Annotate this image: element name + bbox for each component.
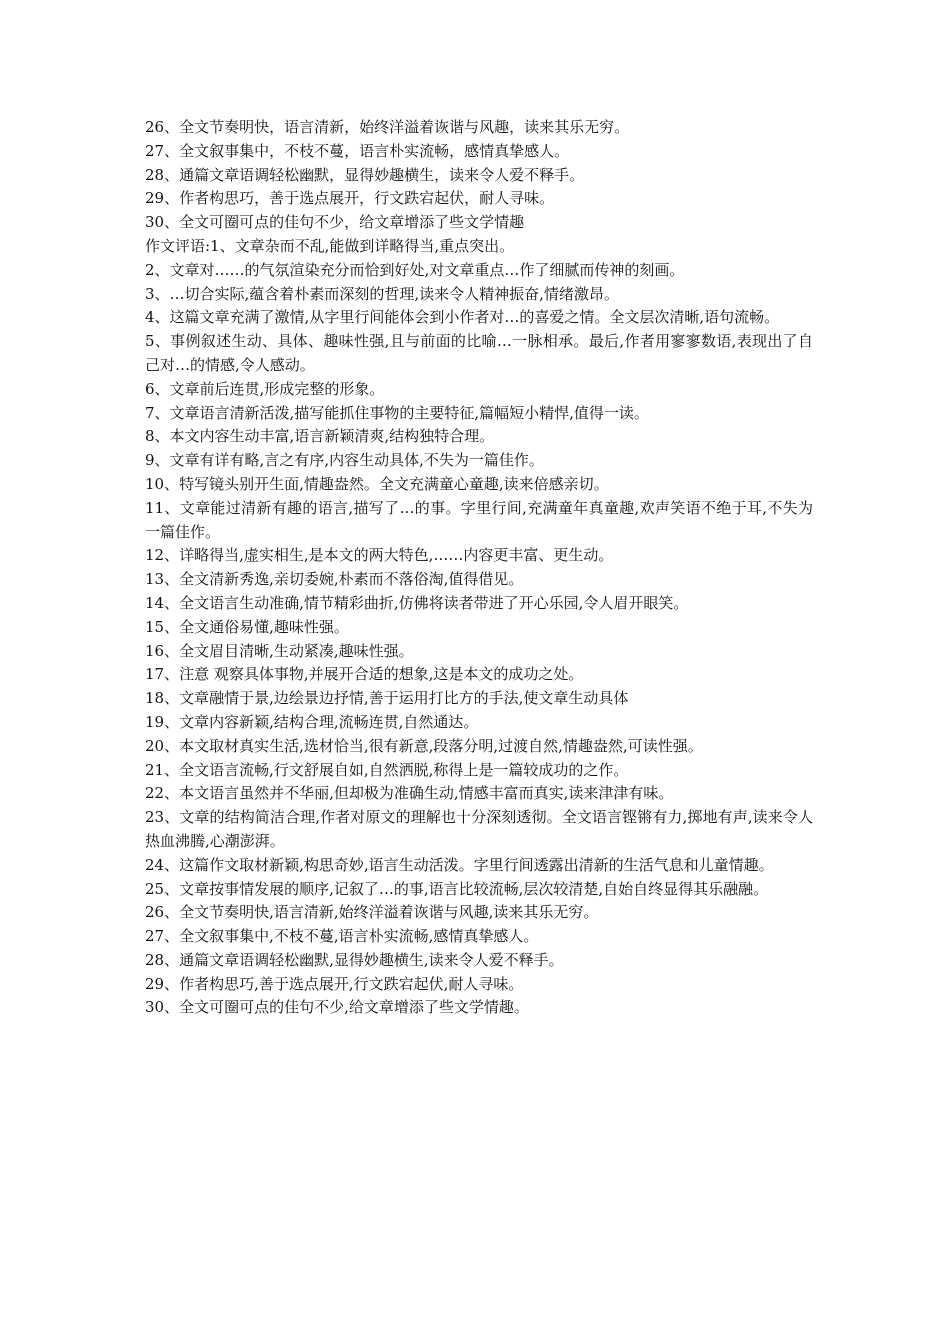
comment-line: 8、本文内容生动丰富,语言新颖清爽,结构独特合理。 bbox=[145, 427, 495, 446]
comment-line: 23、文章的结构简洁合理,作者对原文的理解也十分深刻透彻。全文语言铿锵有力,掷地有声,读来令人热血沸腾,心潮澎湃。 bbox=[145, 808, 813, 850]
comment-line: 17、注意 观察具体事物,并展开合适的想象,这是本文的成功之处。 bbox=[145, 665, 584, 684]
comment-line: 19、文章内容新颖,结构合理,流畅连贯,自然通达。 bbox=[145, 712, 479, 731]
comment-line: 26、全文节奏明快,语言清新,始终洋溢着诙谐与风趣,读来其乐无穷。 bbox=[145, 903, 599, 922]
comment-line: 18、文章融情于景,边绘景边抒情,善于运用打比方的手法,使文章生动具体 bbox=[145, 689, 629, 708]
comment-line: 28、通篇文章语调轻松幽默,显得妙趣横生,读来令人爱不释手。 bbox=[145, 950, 564, 969]
comment-line: 24、这篇作文取材新颖,构思奇妙,语言生动活泼。字里行间透露出清新的生活气息和儿童情趣。 bbox=[145, 855, 774, 874]
comment-line: 2、文章对……的气氛渲染充分而恰到好处,对文章重点…作了细腻而传神的刻画。 bbox=[145, 260, 685, 279]
comment-line: 26、全文节奏明快，语言清新，始终洋溢着诙谐与风趣，读来其乐无穷。 bbox=[145, 118, 630, 136]
comment-line: 10、特写镜头别开生面,情趣盎然。全文充满童心童趣,读来倍感亲切。 bbox=[145, 474, 609, 493]
comment-line: 30、全文可圈可点的佳句不少，给文章增添了些文学情趣 bbox=[145, 213, 525, 232]
comment-line: 27、全文叙事集中，不枝不蔓，语言朴实流畅，感情真挚感人。 bbox=[145, 141, 570, 160]
comment-line: 16、全文眉目清晰,生动紧凑,趣味性强。 bbox=[145, 641, 414, 660]
comment-line: 29、作者构思巧,善于选点展开,行文跌宕起伏,耐人寻味。 bbox=[145, 974, 524, 993]
comment-line: 5、事例叙述生动、具体、趣味性强,且与前面的比喻…一脉相承。最后,作者用寥寥数语,表现出了自己对…的情感,令人感动。 bbox=[145, 332, 813, 374]
comment-line: 25、文章按事情发展的顺序,记叙了…的事,语言比较流畅,层次较清楚,自始自终显得其乐融融。 bbox=[145, 879, 769, 898]
comment-line: 11、文章能过清新有趣的语言,描写了…的事。字里行间,充满童年真童趣,欢声笑语不绝于耳,不失为一篇佳作。 bbox=[145, 498, 813, 541]
comment-line: 9、文章有详有略,言之有序,内容生动具体,不失为一篇佳作。 bbox=[145, 451, 544, 470]
comment-line: 29、作者构思巧，善于选点展开，行文跌宕起伏，耐人寻味。 bbox=[145, 189, 555, 208]
comment-line: 13、全文清新秀逸,亲切委婉,朴素而不落俗淘,值得借见。 bbox=[145, 570, 524, 589]
comment-line: 27、全文叙事集中,不枝不蔓,语言朴实流畅,感情真挚感人。 bbox=[145, 927, 539, 946]
comment-line: 12、详略得当,虚实相生,是本文的两大特色,……内容更丰富、更生动。 bbox=[145, 546, 614, 565]
comment-line: 3、…切合实际,蕴含着朴素而深刻的哲理,读来令人精神振奋,情绪激昂。 bbox=[145, 284, 619, 303]
document-page bbox=[145, 116, 813, 1020]
comment-line: 7、文章语言清新活泼,描写能抓住事物的主要特征,篇幅短小精悍,值得一读。 bbox=[145, 403, 649, 422]
comment-line: 4、这篇文章充满了激情,从字里行间能体会到小作者对…的喜爱之情。全文层次清晰,语句流畅。 bbox=[145, 308, 780, 327]
comment-line: 15、全文通俗易懂,趣味性强。 bbox=[145, 617, 349, 636]
comment-line: 20、本文取材真实生活,选材恰当,很有新意,段落分明,过渡自然,情趣盎然,可读性强。 bbox=[145, 736, 703, 755]
comment-line: 6、文章前后连贯,形成完整的形象。 bbox=[145, 379, 385, 398]
comment-line: 22、本文语言虽然并不华丽,但却极为准确生动,情感丰富而真实,读来津津有味。 bbox=[145, 784, 674, 803]
comment-line: 30、全文可圈可点的佳句不少,给文章增添了些文学情趣。 bbox=[145, 998, 529, 1017]
comment-line: 21、全文语言流畅,行文舒展自如,自然洒脱,称得上是一篇较成功的之作。 bbox=[145, 760, 629, 779]
comment-line: 28、通篇文章语调轻松幽默，显得妙趣横生，读来令人爱不释手。 bbox=[145, 165, 585, 184]
section-heading-line: 作文评语:1、文章杂而不乱,能做到详略得当,重点突出。 bbox=[145, 236, 515, 255]
comment-line: 14、全文语言生动准确,情节精彩曲折,仿佛将读者带进了开心乐园,令人眉开眼笑。 bbox=[145, 593, 689, 612]
